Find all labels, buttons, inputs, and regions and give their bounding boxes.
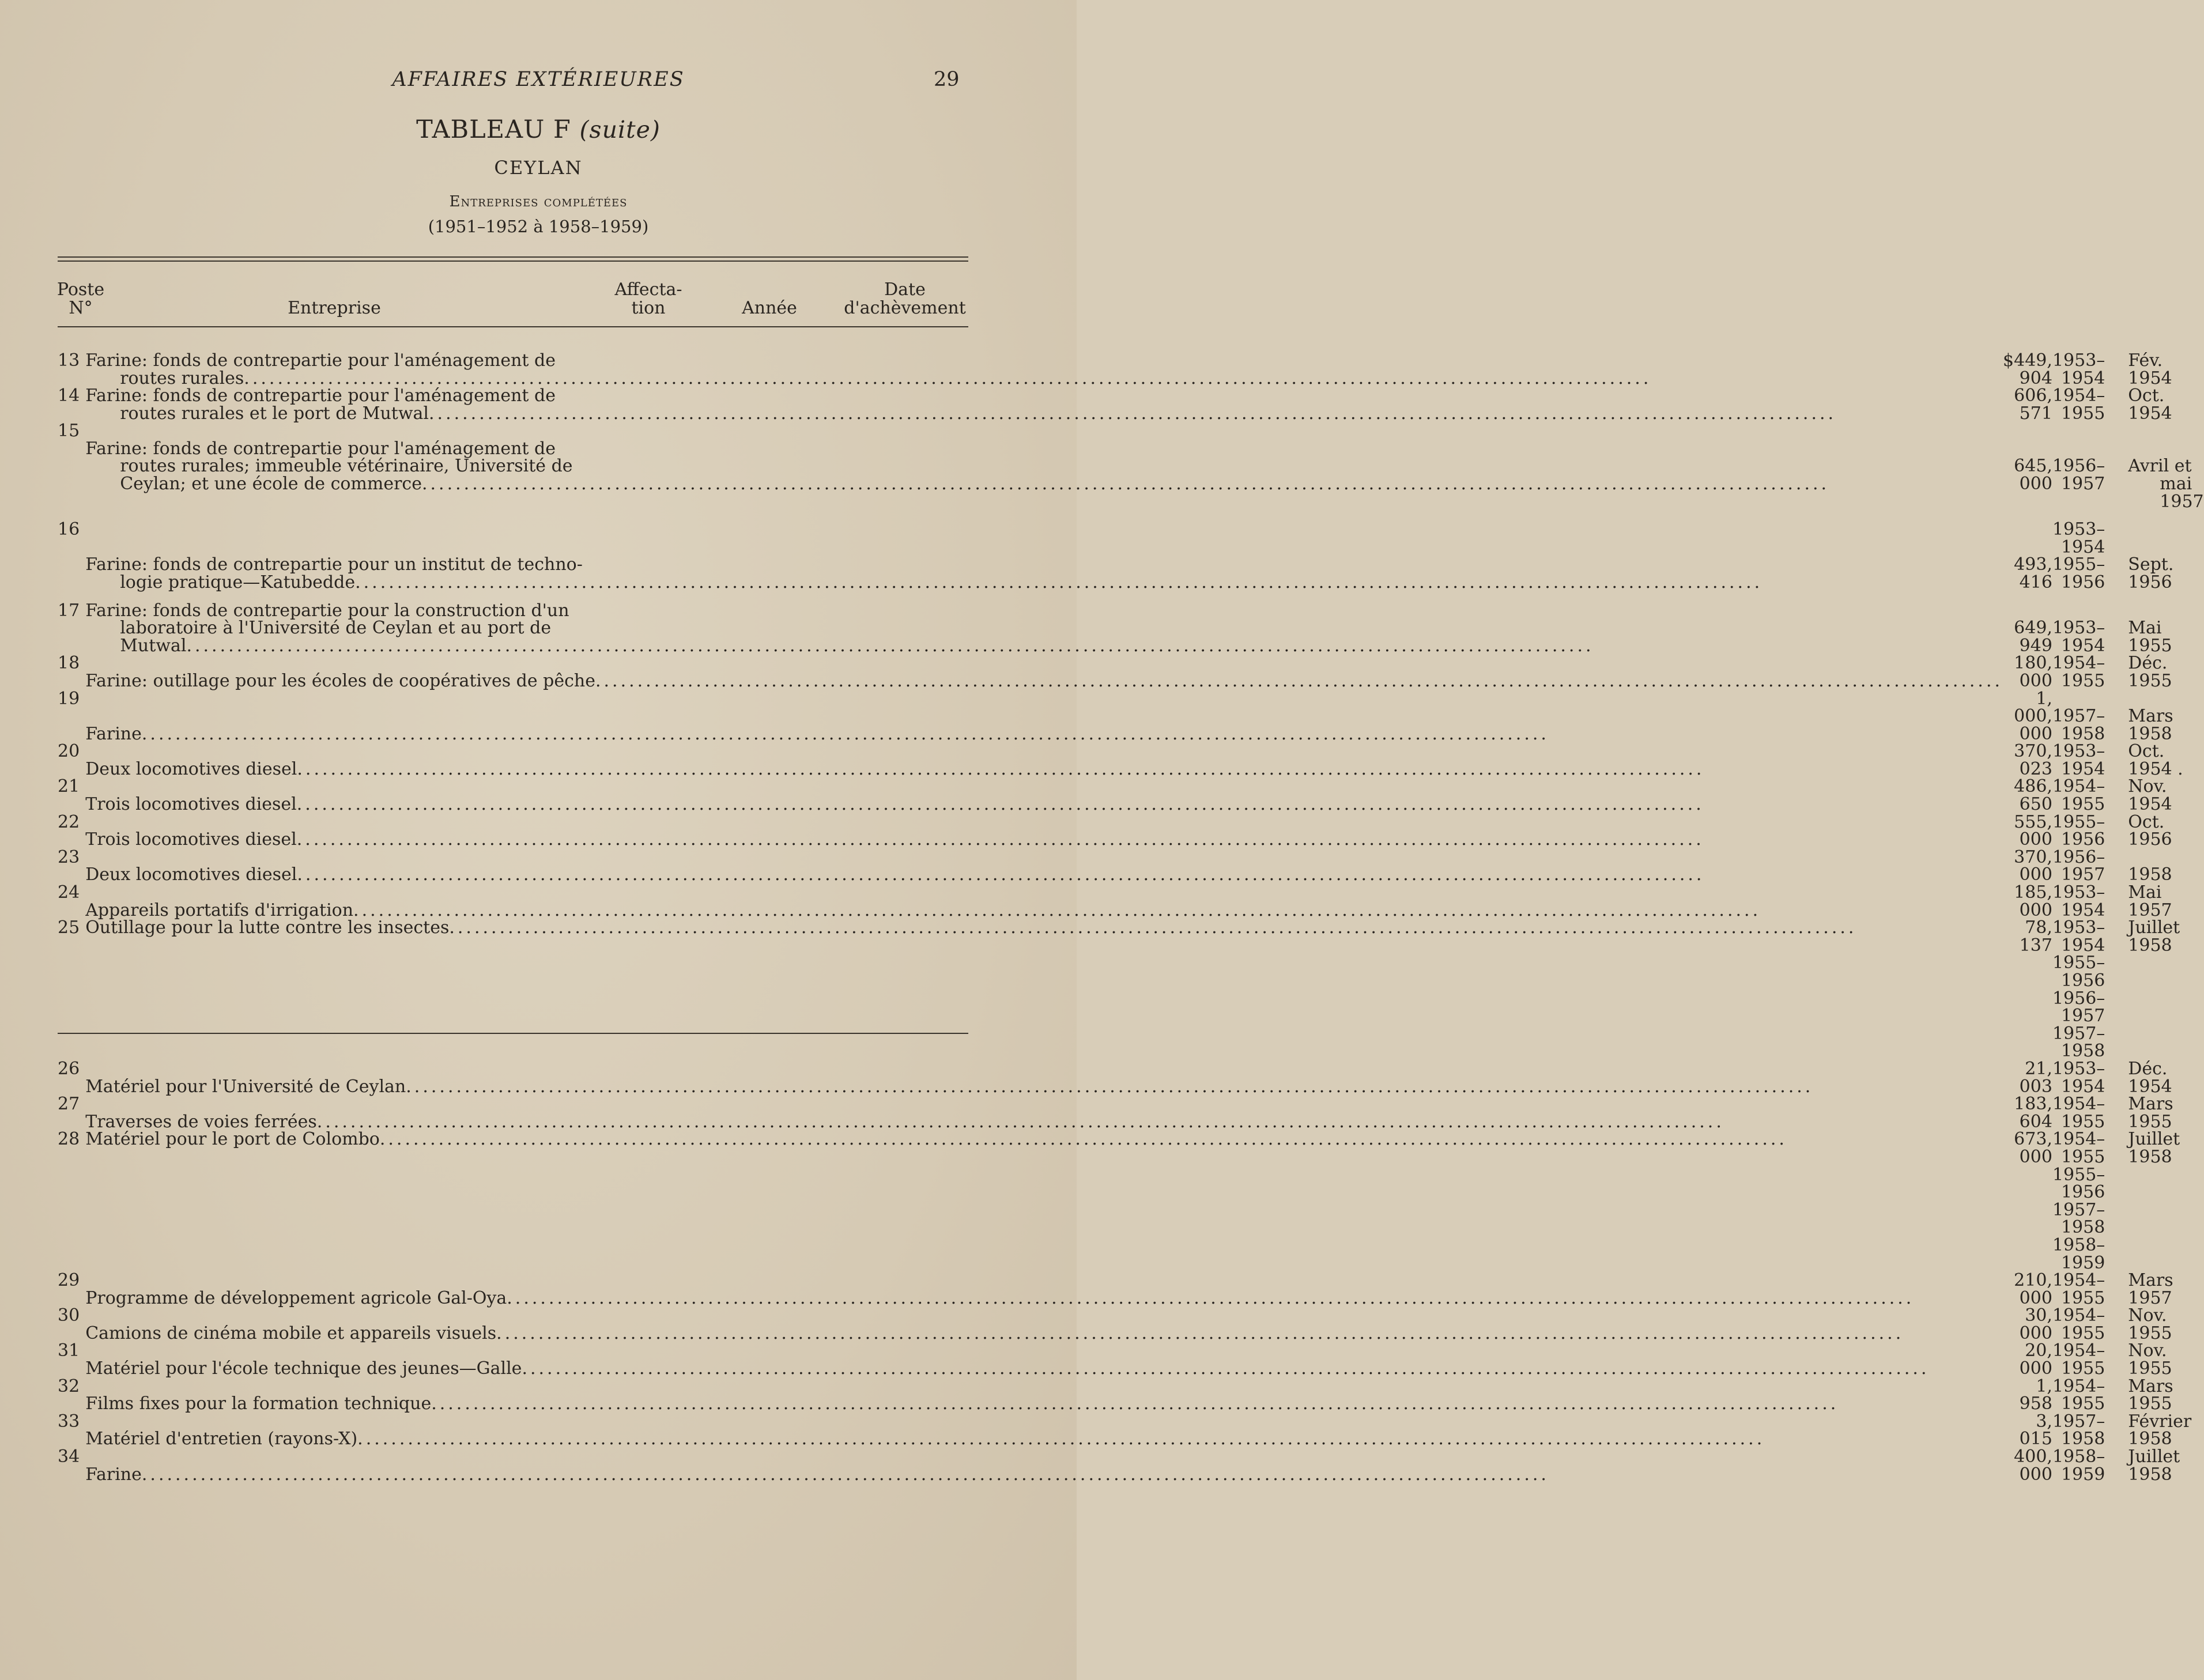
row-year: 1953–1954 bbox=[2052, 1058, 2105, 1097]
row-entreprise bbox=[85, 919, 2003, 1060]
table-row bbox=[58, 778, 2204, 813]
row-date: Nov. 1954 bbox=[2128, 776, 2172, 815]
header-rule bbox=[58, 326, 968, 327]
entreprise-line: Farine: fonds de contrepartie pour l'aménagement de bbox=[85, 350, 556, 371]
row-year: 1953–1954 bbox=[2052, 882, 2105, 920]
row-entreprise bbox=[85, 1342, 2003, 1377]
entreprise-last-line: routes rurales ..... bbox=[85, 370, 2003, 388]
row-date: 1958 bbox=[2128, 864, 2172, 885]
column-header-poste-2: N° bbox=[69, 298, 93, 318]
table-row bbox=[58, 849, 2204, 884]
row-amount: 21, 003 bbox=[2019, 1058, 2052, 1097]
row-year: 1953–1954 bbox=[2052, 618, 2105, 656]
row-number: 21 bbox=[58, 776, 80, 797]
row-amount: 370, 000 bbox=[2014, 847, 2052, 885]
entreprise-last-line: Matériel pour l'école technique des jeunes—Galle ..... bbox=[85, 1360, 2003, 1378]
running-title: AFFAIRES EXTÉRIEURES bbox=[392, 68, 685, 91]
row-year: 1954–1955 bbox=[2052, 386, 2105, 424]
row-number: 33 bbox=[58, 1411, 80, 1432]
row-number: 13 bbox=[58, 350, 80, 371]
row-number: 32 bbox=[58, 1376, 80, 1396]
row-year: 1958–1959 bbox=[2052, 1447, 2105, 1485]
row-entreprise bbox=[85, 778, 2003, 813]
table-row bbox=[58, 655, 2204, 690]
row-year: 1957–1958 bbox=[2052, 1411, 2105, 1449]
row-number: 31 bbox=[58, 1341, 80, 1361]
table-row bbox=[58, 602, 2204, 655]
row-year-cell bbox=[2052, 521, 2122, 591]
row-entreprise bbox=[85, 1448, 2003, 1483]
row-date: Juillet 1958 bbox=[2128, 1447, 2180, 1485]
row-year: 1956–1957 bbox=[2052, 456, 2105, 494]
entreprise-last-line: Deux locomotives diesel ..... bbox=[85, 866, 2003, 884]
row-date: Juillet 1958 bbox=[2128, 918, 2180, 956]
table-period: (1951–1952 à 1958–1959) bbox=[428, 217, 649, 236]
entreprise-last-line: routes rurales et le port de Mutwal ..... bbox=[85, 405, 2003, 423]
table-title-suffix: (suite) bbox=[579, 116, 661, 144]
row-entreprise bbox=[85, 743, 2003, 778]
country-heading: CEYLAN bbox=[494, 157, 583, 179]
row-entreprise bbox=[85, 1413, 2003, 1448]
row-amount: 30, 000 bbox=[2019, 1305, 2052, 1343]
row-amount: 183, 604 bbox=[2014, 1094, 2052, 1132]
table-row bbox=[58, 814, 2204, 849]
row-extra-years: 1955–1956 1956–1957 1957–1958 bbox=[2052, 953, 2105, 1062]
row-year-cell bbox=[2052, 1131, 2122, 1272]
row-date: Mars 1958 bbox=[2128, 706, 2173, 744]
entreprise-line: Farine: fonds de contrepartie pour la construction d'un bbox=[85, 600, 569, 621]
row-amount: 185, 000 bbox=[2014, 882, 2052, 920]
row-number: 18 bbox=[58, 653, 80, 674]
entreprise-line: Farine: fonds de contrepartie pour un institut de techno- bbox=[85, 554, 583, 575]
row-entreprise bbox=[85, 884, 2003, 919]
row-entreprise bbox=[85, 814, 2003, 849]
row-amount: 180, 000 bbox=[2014, 653, 2052, 691]
row-amount: 3, 015 bbox=[2019, 1411, 2052, 1449]
row-year: 1957–1958 bbox=[2052, 706, 2105, 744]
column-header-annee: Année bbox=[742, 298, 797, 318]
projects-table-body bbox=[58, 352, 2204, 1483]
row-number: 34 bbox=[58, 1447, 80, 1467]
entreprise-last-line: logie pratique—Katubedde ..... bbox=[85, 574, 2003, 592]
row-date-line: Avril et bbox=[2128, 456, 2192, 477]
table-row bbox=[58, 1342, 2204, 1377]
row-date: Fév. 1954 bbox=[2128, 350, 2172, 388]
table-subtitle: Entreprises complétées bbox=[449, 193, 628, 210]
table-row bbox=[58, 1131, 2204, 1272]
entreprise-line: routes rurales; immeuble vétérinaire, Université de bbox=[120, 456, 573, 477]
row-number: 24 bbox=[58, 882, 80, 903]
row-year: 1954–1955 bbox=[2052, 1270, 2105, 1308]
bottom-rule bbox=[58, 1033, 968, 1034]
column-header-poste bbox=[52, 281, 110, 318]
table-row bbox=[58, 1413, 2204, 1448]
row-year: 1954–1955 bbox=[2052, 1129, 2105, 1167]
table-row bbox=[58, 422, 2204, 511]
row-amount: 649, 949 bbox=[2014, 618, 2052, 656]
row-year: 1954–1955 bbox=[2052, 1305, 2105, 1343]
row-date: Juillet 1958 bbox=[2128, 1129, 2180, 1167]
row-date: Oct. 1956 bbox=[2128, 811, 2172, 850]
column-header-date-1: Date bbox=[884, 280, 926, 300]
row-amount: 486, 650 bbox=[2014, 776, 2052, 815]
row-amount: 400, 000 bbox=[2014, 1447, 2052, 1485]
row-year: 1953–1954 bbox=[2052, 918, 2105, 956]
entreprise-last-line: Outillage pour la lutte contre les insectes ..... bbox=[85, 919, 2003, 937]
entreprise-last-line: Camions de cinéma mobile et appareils visuels ..... bbox=[85, 1325, 2003, 1343]
column-header-poste-1: Poste bbox=[56, 280, 105, 300]
entreprise-last-line: Films fixes pour la formation technique ..... bbox=[85, 1395, 2003, 1413]
row-number: 22 bbox=[58, 811, 80, 832]
table-row bbox=[58, 919, 2204, 1060]
table-row bbox=[58, 521, 2204, 591]
table-row bbox=[58, 1378, 2204, 1413]
row-year: 1954–1955 bbox=[2052, 1376, 2105, 1414]
row-year: 1955–1956 bbox=[2052, 811, 2105, 850]
row-number: 23 bbox=[58, 847, 80, 867]
row-number: 28 bbox=[58, 1129, 80, 1150]
entreprise-line: Farine: fonds de contrepartie pour l'aménagement de bbox=[85, 386, 556, 406]
row-amount: $449, 904 bbox=[2003, 350, 2052, 388]
row-entreprise bbox=[85, 1378, 2003, 1413]
row-number: 15 bbox=[58, 421, 80, 441]
row-date: Mars 1955 bbox=[2128, 1094, 2173, 1132]
row-date: Nov. 1955 bbox=[2128, 1305, 2172, 1343]
row-year: 1953–1954 bbox=[2052, 519, 2105, 557]
row-date-line: mai 1957 bbox=[2160, 473, 2204, 512]
table-row bbox=[58, 884, 2204, 919]
table-row bbox=[58, 743, 2204, 778]
entreprise-last-line: Mutwal ..... bbox=[85, 637, 2003, 655]
row-year: 1954–1955 bbox=[2052, 776, 2105, 815]
entreprise-last-line: Farine ..... bbox=[85, 1466, 2003, 1484]
table-row bbox=[58, 1272, 2204, 1307]
entreprise-last-line: Programme de développement agricole Gal-Oya ..... bbox=[85, 1290, 2003, 1308]
column-header-affectation-2: tion bbox=[631, 298, 666, 318]
row-amount: 78, 137 bbox=[2019, 918, 2052, 956]
row-amount: 555, 000 bbox=[2014, 811, 2052, 850]
row-number: 16 bbox=[58, 519, 80, 540]
row-amount: 210, 000 bbox=[2014, 1270, 2052, 1308]
entreprise-last-line: Matériel d'entretien (rayons-X) ..... bbox=[85, 1430, 2003, 1448]
row-entreprise bbox=[85, 387, 2003, 422]
row-number: 17 bbox=[58, 600, 80, 621]
row-entreprise bbox=[85, 521, 2003, 591]
entreprise-last-line: Deux locomotives diesel ..... bbox=[85, 761, 2003, 779]
row-date: Mai 1955 bbox=[2128, 618, 2172, 656]
row-entreprise bbox=[85, 1131, 2003, 1272]
column-header-date-2: d'achèvement bbox=[844, 298, 966, 318]
row-date: Déc. 1954 bbox=[2128, 1058, 2172, 1097]
row-entreprise bbox=[85, 849, 2003, 884]
entreprise-last-line: Traverses de voies ferrées ..... bbox=[85, 1113, 2003, 1131]
entreprise-last-line: Matériel pour le port de Colombo ..... bbox=[85, 1131, 2003, 1149]
row-number: 29 bbox=[58, 1270, 80, 1291]
row-entreprise bbox=[85, 1096, 2003, 1131]
row-entreprise bbox=[85, 1060, 2003, 1096]
row-year: 1956–1957 bbox=[2052, 847, 2105, 885]
row-entreprise bbox=[85, 422, 2003, 511]
row-entreprise bbox=[85, 655, 2003, 690]
table-row bbox=[58, 1448, 2204, 1483]
row-year: 1954–1955 bbox=[2052, 1094, 2105, 1132]
column-header-entreprise: Entreprise bbox=[288, 298, 381, 318]
column-header-affectation-1: Affecta- bbox=[614, 280, 682, 300]
top-rule-2 bbox=[58, 261, 968, 262]
row-amount: 493, 416 bbox=[2014, 554, 2052, 592]
row-year: 1955–1956 bbox=[2052, 554, 2105, 592]
table-row bbox=[58, 1060, 2204, 1096]
row-year: 1954–1955 bbox=[2052, 653, 2105, 691]
row-date: Oct. 1954 . bbox=[2128, 741, 2183, 779]
row-entreprise bbox=[85, 352, 2003, 387]
entreprise-last-line: Farine ..... bbox=[85, 726, 2003, 743]
entreprise-line: laboratoire à l'Université de Ceylan et au port de bbox=[120, 618, 552, 639]
row-year-cell bbox=[2052, 919, 2122, 1060]
row-date: Sept. 1956 bbox=[2128, 554, 2174, 592]
column-header-affectation bbox=[599, 281, 697, 318]
table-row bbox=[58, 1307, 2204, 1342]
row-entreprise bbox=[85, 1272, 2003, 1307]
page-number: 29 bbox=[934, 68, 960, 91]
row-number: 27 bbox=[58, 1094, 80, 1115]
row-date: Nov. 1955 bbox=[2128, 1341, 2172, 1379]
row-date: Mars 1957 bbox=[2128, 1270, 2173, 1308]
row-year: 1953–1954 bbox=[2052, 350, 2105, 388]
entreprise-last-line: Trois locomotives diesel ..... bbox=[85, 796, 2003, 814]
row-date: Oct. 1954 bbox=[2128, 386, 2172, 424]
row-entreprise bbox=[85, 690, 2003, 743]
top-rule-1 bbox=[58, 256, 968, 258]
row-number: 30 bbox=[58, 1305, 80, 1326]
row-date bbox=[2122, 422, 2203, 511]
row-entreprise bbox=[85, 602, 2003, 655]
column-header-date bbox=[836, 281, 974, 318]
table-row bbox=[58, 690, 2204, 743]
row-entreprise bbox=[85, 1307, 2003, 1342]
row-amount: 645, 000 bbox=[2014, 456, 2052, 494]
row-extra-years: 1955–1956 1957–1958 1958–1959 bbox=[2052, 1164, 2105, 1273]
row-year: 1953–1954 bbox=[2052, 741, 2105, 779]
row-amount: 20, 000 bbox=[2019, 1341, 2052, 1379]
row-year: 1954–1955 bbox=[2052, 1341, 2105, 1379]
table-title bbox=[0, 115, 1077, 144]
table-row bbox=[58, 387, 2204, 422]
row-amount: 606, 571 bbox=[2014, 386, 2052, 424]
entreprise-last-line: Appareils portatifs d'irrigation ..... bbox=[85, 902, 2003, 920]
entreprise-last-line: Trois locomotives diesel ..... bbox=[85, 831, 2003, 849]
entreprise-last-line: Matériel pour l'Université de Ceylan ..... bbox=[85, 1078, 2003, 1096]
row-number: 26 bbox=[58, 1058, 80, 1079]
entreprise-line: Farine: fonds de contrepartie pour l'aménagement de bbox=[85, 438, 556, 459]
table-row bbox=[58, 1096, 2204, 1131]
row-amount: 370, 023 bbox=[2014, 741, 2052, 779]
row-number: 25 bbox=[58, 918, 80, 938]
row-date: Mars 1955 bbox=[2128, 1376, 2173, 1414]
row-number: 14 bbox=[58, 386, 80, 406]
row-amount: 1, 000, 000 bbox=[2014, 688, 2052, 744]
row-amount: 673, 000 bbox=[2014, 1129, 2052, 1167]
table-row bbox=[58, 352, 2204, 387]
row-amount: 1, 958 bbox=[2019, 1376, 2052, 1414]
row-date: Déc. 1955 bbox=[2128, 653, 2172, 691]
row-date: Mai 1957 bbox=[2128, 882, 2172, 920]
projects-table bbox=[58, 352, 2204, 1483]
entreprise-last-line: Farine: outillage pour les écoles de coopératives de pêche ..... bbox=[85, 673, 2003, 690]
row-number: 20 bbox=[58, 741, 80, 762]
entreprise-last-line: Ceylan; et une école de commerce ..... bbox=[85, 475, 2003, 493]
table-title-main: TABLEAU F bbox=[416, 115, 571, 144]
row-number: 19 bbox=[58, 688, 80, 709]
row-date: Février 1958 bbox=[2128, 1411, 2192, 1449]
